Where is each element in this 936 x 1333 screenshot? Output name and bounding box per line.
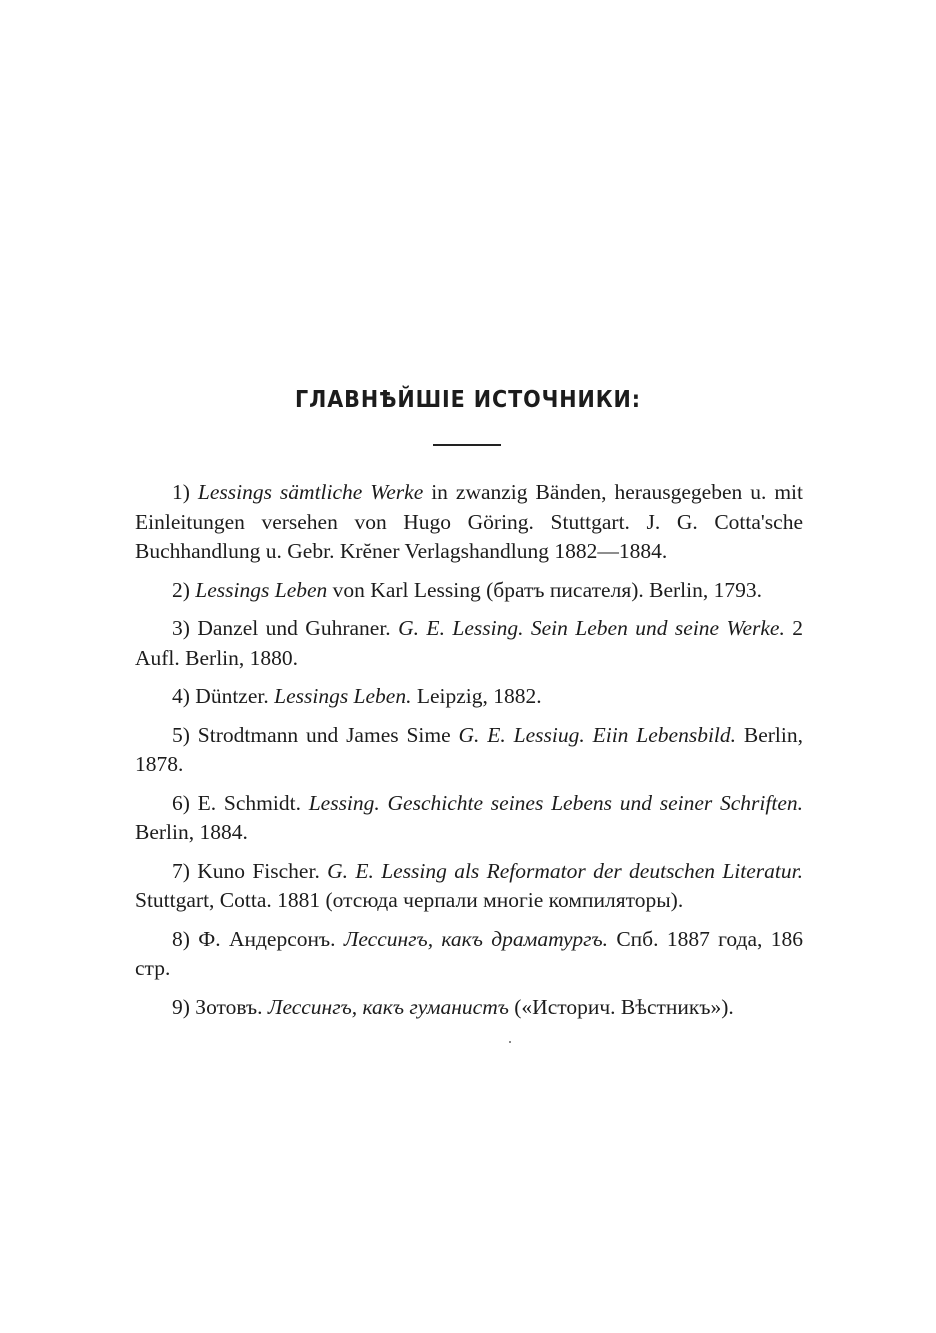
source-text xyxy=(190,480,198,504)
sources-list xyxy=(135,478,803,1031)
source-title: Lessings sämtliche Werke xyxy=(197,480,424,504)
source-number: 6) xyxy=(172,790,190,815)
page-heading: ГЛАВНѢЙШІЕ ИСТОЧНИКИ: xyxy=(295,387,641,413)
source-text: Спб. 1887 года, 186 стр. xyxy=(135,926,803,980)
source-text: E. Schmidt. xyxy=(189,790,309,815)
source-number: 1) xyxy=(172,480,190,504)
source-text: Strodtmann und James Sime xyxy=(189,722,459,747)
source-text: («Историч. Вѣстникъ»). xyxy=(508,994,734,1019)
source-title: G. E. Lessiug. Eiin Lebensbild. xyxy=(458,722,737,747)
source-number: 3) xyxy=(172,616,190,640)
source-text: Danzel und Guhraner. xyxy=(189,616,399,640)
source-title: Lessing. Geschichte seines Lebens und seiner Schriften. xyxy=(308,790,803,815)
source-number: 4) xyxy=(172,684,190,708)
source-entry xyxy=(135,789,803,848)
source-number: 9) xyxy=(172,994,190,1019)
source-text: Ф. Андерсонъ. xyxy=(189,926,344,951)
source-title: Лессингъ, какъ драматургъ. xyxy=(343,926,608,951)
source-title: G. E. Lessing als Reformator der deutschen Literatur. xyxy=(327,858,803,883)
source-text: 2 Aufl. Berlin, 1880. xyxy=(135,616,803,670)
source-text: Kuno Fischer. xyxy=(189,858,328,883)
source-number: 7) xyxy=(172,858,190,883)
source-entry xyxy=(135,614,803,673)
source-text: Düntzer. xyxy=(189,684,275,708)
source-entry xyxy=(135,576,803,606)
source-title: Lessings Leben. xyxy=(274,684,412,708)
source-number: 2) xyxy=(172,577,190,602)
source-title: Лессингъ, какъ гуманистъ xyxy=(267,994,509,1019)
source-text: Stuttgart, Cotta. 1881 (отсюда черпали многіе компиляторы). xyxy=(135,888,684,912)
source-text: in zwanzig Bänden, herausgegeben u. mit Einleitungen versehen von Hugo Göring. Stuttgart. J. G. Cotta'sche Buchhandlung u. Gebr. Krĕner Verlagshandlung 1882—1884. xyxy=(135,480,803,563)
source-entry xyxy=(135,721,803,780)
source-text: Berlin, 1884. xyxy=(135,820,248,844)
source-text: Leipzig, 1882. xyxy=(411,684,542,708)
source-entry xyxy=(135,925,803,984)
source-title: G. E. Lessing. Sein Leben und seine Werke. xyxy=(398,616,785,640)
print-speck xyxy=(509,1041,511,1043)
source-entry xyxy=(135,478,803,567)
source-title: Lessings Leben xyxy=(195,577,328,602)
source-entry xyxy=(135,857,803,916)
source-entry xyxy=(135,993,803,1023)
source-number: 8) xyxy=(172,926,190,951)
source-text: Berlin, 1878. xyxy=(135,722,803,776)
source-text: von Karl Lessing (братъ писателя). Berlin, 1793. xyxy=(327,577,762,602)
source-entry xyxy=(135,682,803,712)
source-number: 5) xyxy=(172,722,190,747)
heading-rule xyxy=(433,444,501,446)
source-text: Зотовъ. xyxy=(189,994,268,1019)
